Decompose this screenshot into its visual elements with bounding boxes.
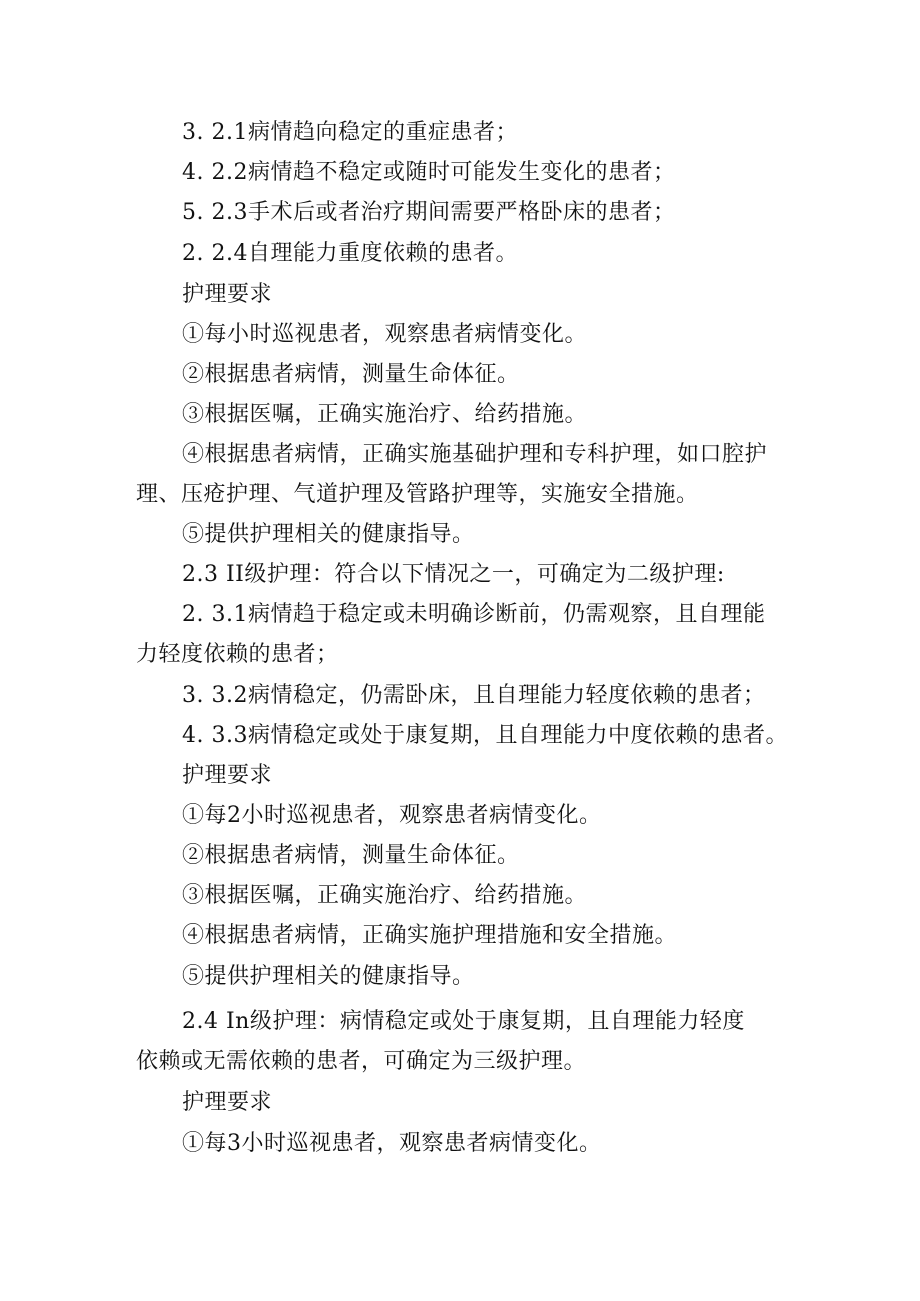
text-line: 2. 2.4自理能力重度依赖的患者。 xyxy=(182,241,518,266)
text-line: 4. 2.2病情趋不稳定或随时可能发生变化的患者； xyxy=(182,160,676,185)
text-line: 理、压疮护理、气道护理及管路护理等，实施安全措施。 xyxy=(136,482,699,507)
text-line: ①每小时巡视患者，观察患者病情变化。 xyxy=(182,322,588,347)
text-line: 4. 3.3病情稳定或处于康复期，且自理能力中度依赖的患者。 xyxy=(182,723,788,748)
text-line: ②根据患者病情，测量生命体征。 xyxy=(182,843,520,868)
text-line: ③根据医嘱，正确实施治疗、给药措施。 xyxy=(182,883,588,908)
section-heading: 护理要求 xyxy=(182,1090,273,1115)
text-line: 2. 3.1病情趋于稳定或未明确诊断前，仍需观察，且自理能 xyxy=(182,602,766,627)
text-line: ④根据患者病情，正确实施基础护理和专科护理，如口腔护 xyxy=(182,442,768,467)
text-line: ⑤提供护理相关的健康指导。 xyxy=(182,964,475,989)
text-line: 依赖或无需依赖的患者，可确定为三级护理。 xyxy=(136,1049,587,1074)
section-heading: 护理要求 xyxy=(182,282,273,307)
text-line: ③根据医嘱，正确实施治疗、给药措施。 xyxy=(182,402,588,427)
text-line: ①每3小时巡视患者，观察患者病情变化。 xyxy=(182,1131,602,1156)
text-line: 5. 2.3手术后或者治疗期间需要严格卧床的患者； xyxy=(182,200,676,225)
section-heading: 护理要求 xyxy=(182,763,273,788)
text-line: 3. 2.1病情趋向稳定的重症患者； xyxy=(182,120,518,145)
text-line: ⑤提供护理相关的健康指导。 xyxy=(182,522,475,547)
text-line: ④根据患者病情，正确实施护理措施和安全措施。 xyxy=(182,923,678,948)
text-line: ①每2小时巡视患者，观察患者病情变化。 xyxy=(182,803,602,828)
text-line: ②根据患者病情，测量生命体征。 xyxy=(182,362,520,387)
text-line: 3. 3.2病情稳定，仍需卧床，且自理能力轻度依赖的患者； xyxy=(182,683,766,708)
text-line: 2.3 II级护理：符合以下情况之一，可确定为二级护理: xyxy=(182,562,725,587)
text-line: 2.4 In级护理：病情稳定或处于康复期，且自理能力轻度 xyxy=(182,1009,745,1034)
text-line: 力轻度依赖的患者； xyxy=(136,642,339,667)
